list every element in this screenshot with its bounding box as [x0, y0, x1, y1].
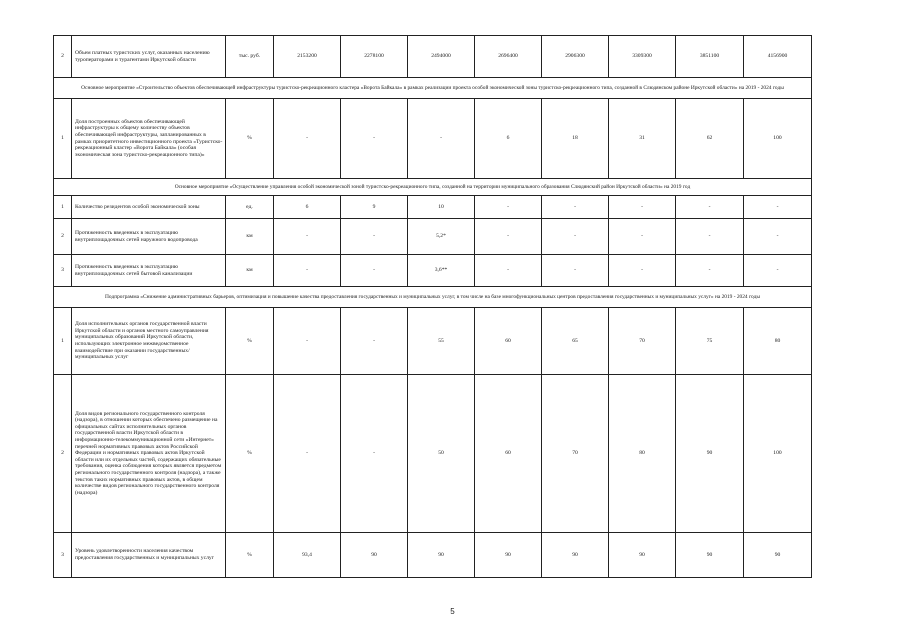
- table-row: [54, 308, 812, 375]
- value-cell: 100: [744, 375, 812, 533]
- table-row: [54, 196, 812, 219]
- value-cell: 90: [475, 533, 542, 578]
- value-cell: 75: [676, 308, 744, 375]
- value-cell: -: [542, 196, 609, 219]
- table-row: [54, 255, 812, 287]
- value-cell: 60: [475, 308, 542, 375]
- value-cell: -: [475, 196, 542, 219]
- value-cell: 100: [744, 99, 812, 179]
- value-cell: 3,6**: [408, 255, 475, 287]
- unit-cell: %: [226, 375, 274, 533]
- unit-cell: ед.: [226, 196, 274, 219]
- value-cell: -: [676, 219, 744, 255]
- value-cell: -: [676, 196, 744, 219]
- value-cell: -: [744, 255, 812, 287]
- value-cell: -: [475, 219, 542, 255]
- unit-cell: %: [226, 99, 274, 179]
- unit-cell: %: [226, 533, 274, 578]
- indicator-name: Доля исполнительных органов государственной власти Иркутской области и органов местного самоуправления муниципальных образований Иркутской области, использующих электронное межведомственное взаимодействие при оказании государственных/муниципальных услуг: [72, 308, 226, 375]
- value-cell: 9: [341, 196, 408, 219]
- unit-cell: тыс. руб.: [226, 36, 274, 78]
- value-cell: -: [274, 219, 341, 255]
- value-cell: 5,2*: [408, 219, 475, 255]
- row-number: 1: [54, 308, 72, 375]
- value-cell: -: [744, 219, 812, 255]
- row-number: 3: [54, 533, 72, 578]
- value-cell: 2906300: [542, 36, 609, 78]
- section-heading: Основное мероприятие «Строительство объектов обеспечивающей инфраструктуры туристско-рекреационного кластера «Ворота Байкала» в рамках реализации проекта особой экономической зоны туристско-рекреационного типа, созданной в Слюдянском районе Иркутской области» на 2019 - 2024 годы: [54, 78, 812, 99]
- value-cell: 2494000: [408, 36, 475, 78]
- unit-cell: км: [226, 255, 274, 287]
- value-cell: -: [744, 196, 812, 219]
- section-heading: Подпрограмма «Снижение административных барьеров, оптимизация и повышение качества предоставления государственных и муниципальных услуг, в том числе на базе многофункциональных центров предоставления государственных и муниципальных услуг» на 2019 - 2024 годы: [54, 287, 812, 308]
- value-cell: 90: [542, 533, 609, 578]
- value-cell: 70: [542, 375, 609, 533]
- value-cell: -: [341, 219, 408, 255]
- value-cell: 90: [676, 533, 744, 578]
- value-cell: -: [475, 255, 542, 287]
- value-cell: 6: [475, 99, 542, 179]
- section-row: [54, 179, 812, 196]
- table-row: [54, 36, 812, 78]
- indicator-name: Протяженность введенных в эксплуатацию внутриплощадочных сетей бытовой канализации: [72, 255, 226, 287]
- value-cell: 65: [542, 308, 609, 375]
- value-cell: -: [542, 255, 609, 287]
- table-row: [54, 219, 812, 255]
- row-number: 2: [54, 375, 72, 533]
- row-number: 1: [54, 196, 72, 219]
- value-cell: 3309300: [609, 36, 676, 78]
- section-row: [54, 78, 812, 99]
- row-number: 2: [54, 219, 72, 255]
- value-cell: 93,4: [274, 533, 341, 578]
- value-cell: 90: [341, 533, 408, 578]
- value-cell: 50: [408, 375, 475, 533]
- indicator-name: Доля построенных объектов обеспечивающей инфраструктуры к общему количеству объектов обеспечивающей инфраструктуры, запланированных в рамках приоритетного инвестиционного проекта «Туристско-рекреационный кластер «Ворота Байкала» (особая экономическая зона туристско-рекреационного типа)»: [72, 99, 226, 179]
- page-number: 5: [450, 607, 455, 616]
- value-cell: -: [609, 196, 676, 219]
- table-row: [54, 533, 812, 578]
- value-cell: 90: [744, 533, 812, 578]
- value-cell: -: [274, 375, 341, 533]
- value-cell: 3851100: [676, 36, 744, 78]
- value-cell: -: [676, 255, 744, 287]
- table-row: [54, 99, 812, 179]
- value-cell: 80: [744, 308, 812, 375]
- value-cell: 90: [676, 375, 744, 533]
- value-cell: 2696400: [475, 36, 542, 78]
- value-cell: -: [341, 99, 408, 179]
- value-cell: -: [274, 99, 341, 179]
- value-cell: 70: [609, 308, 676, 375]
- value-cell: 4156900: [744, 36, 812, 78]
- value-cell: 31: [609, 99, 676, 179]
- indicator-name: Уровень удовлетворенности населения качеством предоставления государственных и муниципальных услуг: [72, 533, 226, 578]
- value-cell: 62: [676, 99, 744, 179]
- indicator-name: Объем платных туристских услуг, оказанных населению туроператорами и турагентами Иркутской области: [72, 36, 226, 78]
- indicators-table: [53, 35, 812, 578]
- indicator-name: Доля видов регионального государственного контроля (надзора), в отношении которых обеспечено размещение на официальных сайтах исполнительных органов государственной власти Иркутской области в информационно-телекоммуникационной сети «Интернет» перечней нормативных правовых актов Российской Федерации и нормативных правовых актов Иркутской области или их отдельных частей, содержащих обязательные требования, оценка соблюдения которых является предметом регионального государственного контроля (надзора), а также текстов таких нормативных правовых актов, в общем количестве видов регионального государственного контроля (надзора): [72, 375, 226, 533]
- table-row: [54, 375, 812, 533]
- value-cell: 10: [408, 196, 475, 219]
- value-cell: 60: [475, 375, 542, 533]
- value-cell: -: [609, 255, 676, 287]
- value-cell: 80: [609, 375, 676, 533]
- value-cell: 2153200: [274, 36, 341, 78]
- unit-cell: км: [226, 219, 274, 255]
- value-cell: 6: [274, 196, 341, 219]
- value-cell: -: [341, 255, 408, 287]
- row-number: 3: [54, 255, 72, 287]
- value-cell: 90: [408, 533, 475, 578]
- value-cell: -: [341, 375, 408, 533]
- unit-cell: %: [226, 308, 274, 375]
- value-cell: -: [609, 219, 676, 255]
- value-cell: -: [274, 255, 341, 287]
- row-number: 1: [54, 99, 72, 179]
- section-row: [54, 287, 812, 308]
- indicator-name: Количество резидентов особой экономической зоны: [72, 196, 226, 219]
- indicator-name: Протяженность введенных в эксплуатацию внутриплощадочных сетей наружного водопровода: [72, 219, 226, 255]
- row-number: 2: [54, 36, 72, 78]
- value-cell: 18: [542, 99, 609, 179]
- value-cell: 2278100: [341, 36, 408, 78]
- section-heading: Основное мероприятие «Осуществление управления особой экономической зоной туристско-рекреационного типа, созданной на территории муниципального образования Слюдянский район Иркутской области» на 2019 год: [54, 179, 812, 196]
- value-cell: 55: [408, 308, 475, 375]
- value-cell: -: [408, 99, 475, 179]
- value-cell: 90: [609, 533, 676, 578]
- value-cell: -: [542, 219, 609, 255]
- value-cell: -: [274, 308, 341, 375]
- value-cell: -: [341, 308, 408, 375]
